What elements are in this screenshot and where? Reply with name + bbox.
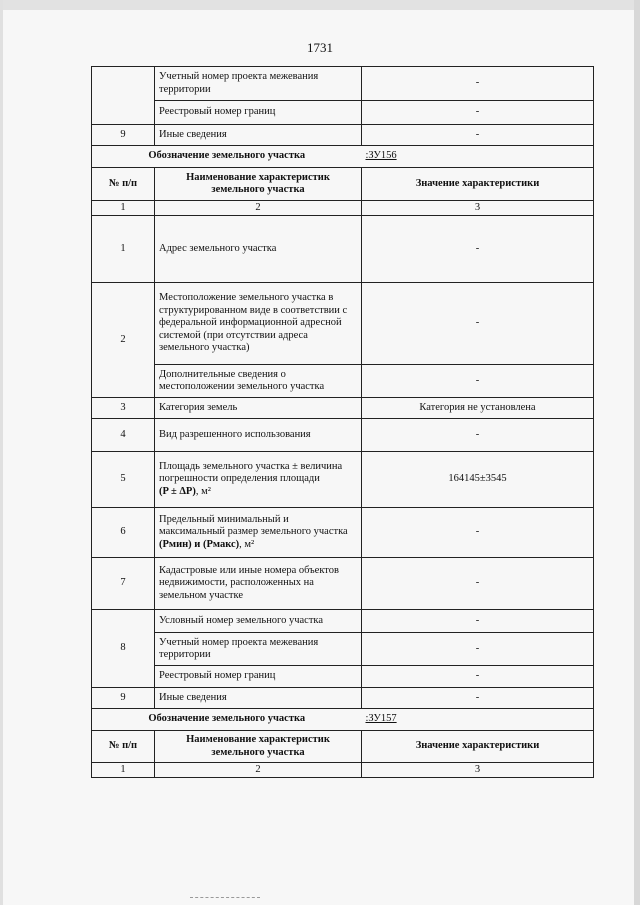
table-row	[92, 633, 594, 666]
characteristic-name	[155, 508, 362, 558]
header-name: Наименование характеристик земельного участка	[155, 731, 362, 763]
header-name: Наименование характеристик земельного участка	[155, 168, 362, 201]
characteristic-value: -	[362, 666, 594, 688]
formula-symbol: (Pмин) и (Pмакс)	[159, 538, 240, 550]
header-value: Значение характеристики	[362, 731, 594, 763]
row-number: 9	[92, 125, 155, 146]
characteristic-value: -	[362, 610, 594, 633]
characteristic-name: Дополнительные сведения о местоположении земельного участка	[155, 365, 362, 398]
characteristic-name: Местоположение земельного участка в структурированном виде в соответствии с федеральной информационной адресной системой (при отсутствии адреса земельного участка)	[155, 283, 362, 365]
name-text: Площадь земельного участка ± величина погрешности определения площади	[159, 460, 343, 485]
scan-edge-top	[0, 0, 640, 10]
table-row	[92, 101, 594, 125]
characteristic-name: Категория земель	[155, 398, 362, 419]
header-num: № п/п	[92, 731, 155, 763]
table-row	[92, 666, 594, 688]
scan-edge-right	[634, 0, 640, 905]
plot-designation-row	[92, 709, 594, 731]
characteristic-value: -	[362, 125, 594, 146]
designation-code: :ЗУ156	[362, 146, 594, 168]
characteristic-name: Кадастровые или иные номера объектов недвижимости, расположенных на земельном участке	[155, 558, 362, 610]
row-number: 9	[92, 688, 155, 709]
characteristic-value: -	[362, 688, 594, 709]
designation-code: :ЗУ157	[362, 709, 594, 731]
table-row	[92, 419, 594, 452]
column-index: 3	[362, 201, 594, 216]
row-number: 5	[92, 452, 155, 508]
characteristic-value: -	[362, 283, 594, 365]
column-index-row	[92, 763, 594, 778]
row-number: 7	[92, 558, 155, 610]
row-number: 6	[92, 508, 155, 558]
table-row	[92, 216, 594, 283]
header-num: № п/п	[92, 168, 155, 201]
designation-label: Обозначение земельного участка	[92, 146, 362, 168]
characteristic-name: Иные сведения	[155, 125, 362, 146]
table-row	[92, 452, 594, 508]
characteristic-value: -	[362, 216, 594, 283]
characteristic-value: 164145±3545	[362, 452, 594, 508]
characteristic-name: Учетный номер проекта межевания территории	[155, 67, 362, 101]
page-number: 1731	[307, 40, 333, 55]
characteristic-name: Условный номер земельного участка	[155, 610, 362, 633]
header-row	[92, 168, 594, 201]
characteristic-name: Реестровый номер границ	[155, 666, 362, 688]
table-row	[92, 398, 594, 419]
row-number: 4	[92, 419, 155, 452]
unit-text: , м²	[239, 538, 255, 550]
row-number: 8	[92, 610, 155, 688]
characteristic-value: -	[362, 508, 594, 558]
characteristic-name: Учетный номер проекта межевания территории	[155, 633, 362, 666]
land-plot-table	[91, 66, 594, 778]
column-index: 3	[362, 763, 594, 778]
table-row	[92, 67, 594, 101]
column-index: 1	[92, 201, 155, 216]
column-index: 2	[155, 763, 362, 778]
characteristic-value: -	[362, 633, 594, 666]
characteristic-value: Категория не установлена	[362, 398, 594, 419]
designation-label: Обозначение земельного участка	[92, 709, 362, 731]
characteristic-name: Реестровый номер границ	[155, 101, 362, 125]
scan-mark	[190, 897, 260, 899]
characteristic-name: Вид разрешенного использования	[155, 419, 362, 452]
unit-text: , м²	[195, 485, 211, 497]
table-row	[92, 610, 594, 633]
characteristic-value: -	[362, 558, 594, 610]
column-index: 2	[155, 201, 362, 216]
table-row	[92, 365, 594, 398]
table-row	[92, 125, 594, 146]
plot-designation-row	[92, 146, 594, 168]
header-row	[92, 731, 594, 763]
characteristic-name: Иные сведения	[155, 688, 362, 709]
row-number-cell	[92, 67, 155, 125]
column-index: 1	[92, 763, 155, 778]
characteristic-value: -	[362, 67, 594, 101]
name-text: Предельный минимальный и максимальный размер земельного участка	[159, 513, 348, 538]
row-number: 1	[92, 216, 155, 283]
table-row	[92, 688, 594, 709]
characteristic-value: -	[362, 101, 594, 125]
row-number: 2	[92, 283, 155, 398]
column-index-row	[92, 201, 594, 216]
scan-edge-left	[0, 0, 3, 905]
formula-symbol: (P ± ΔP)	[159, 485, 196, 497]
characteristic-value: -	[362, 365, 594, 398]
table-row	[92, 508, 594, 558]
characteristic-name	[155, 452, 362, 508]
table-row	[92, 283, 594, 365]
header-value: Значение характеристики	[362, 168, 594, 201]
table-row	[92, 558, 594, 610]
characteristic-name: Адрес земельного участка	[155, 216, 362, 283]
characteristic-value: -	[362, 419, 594, 452]
row-number: 3	[92, 398, 155, 419]
